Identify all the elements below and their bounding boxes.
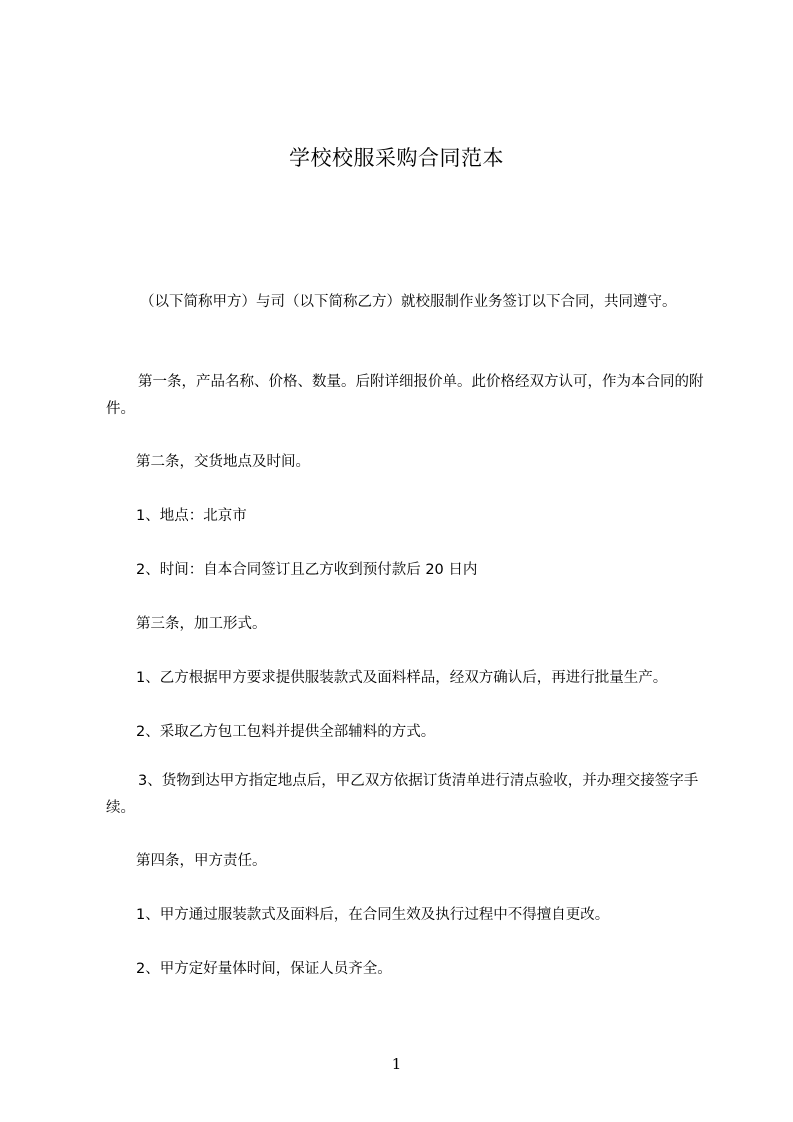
paragraph-article-4: 第四条，甲方责任。 bbox=[136, 853, 267, 869]
paragraph-processing-1: 1、乙方根据甲方要求提供服装款式及面料样品，经双方确认后，再进行批量生产。 bbox=[136, 670, 668, 686]
paragraph-processing-3: 3、货物到达甲方指定地点后，甲乙双方依据订货清单进行清点验收，并办理交接签字手续。 bbox=[106, 773, 699, 816]
paragraph-party-a-2: 2、甲方定好量体时间，保证人员齐全。 bbox=[136, 961, 392, 977]
paragraph-processing-2: 2、采取乙方包工包料并提供全部辅料的方式。 bbox=[136, 724, 436, 740]
page-number: 1 bbox=[391, 1055, 402, 1073]
paragraph-party-a-1: 1、甲方通过服装款式及面料后，在合同生效及执行过程中不得擅自更改。 bbox=[136, 907, 610, 923]
paragraph-time: 2、时间：自本合同签订且乙方收到预付款后 20 日内 bbox=[136, 562, 478, 578]
paragraph-article-2: 第二条，交货地点及时间。 bbox=[136, 454, 310, 470]
paragraph-preamble: （以下简称甲方）与司（以下简称乙方）就校服制作业务签订以下合同，共同遵守。 bbox=[140, 294, 677, 310]
document-title: 学校校服采购合同范本 bbox=[289, 146, 504, 170]
paragraph-article-3: 第三条，加工形式。 bbox=[136, 616, 267, 632]
paragraph-location: 1、地点：北京市 bbox=[136, 508, 247, 524]
paragraph-article-1: 第一条，产品名称、价格、数量。后附详细报价单。此价格经双方认可，作为本合同的附件。 bbox=[106, 374, 704, 417]
